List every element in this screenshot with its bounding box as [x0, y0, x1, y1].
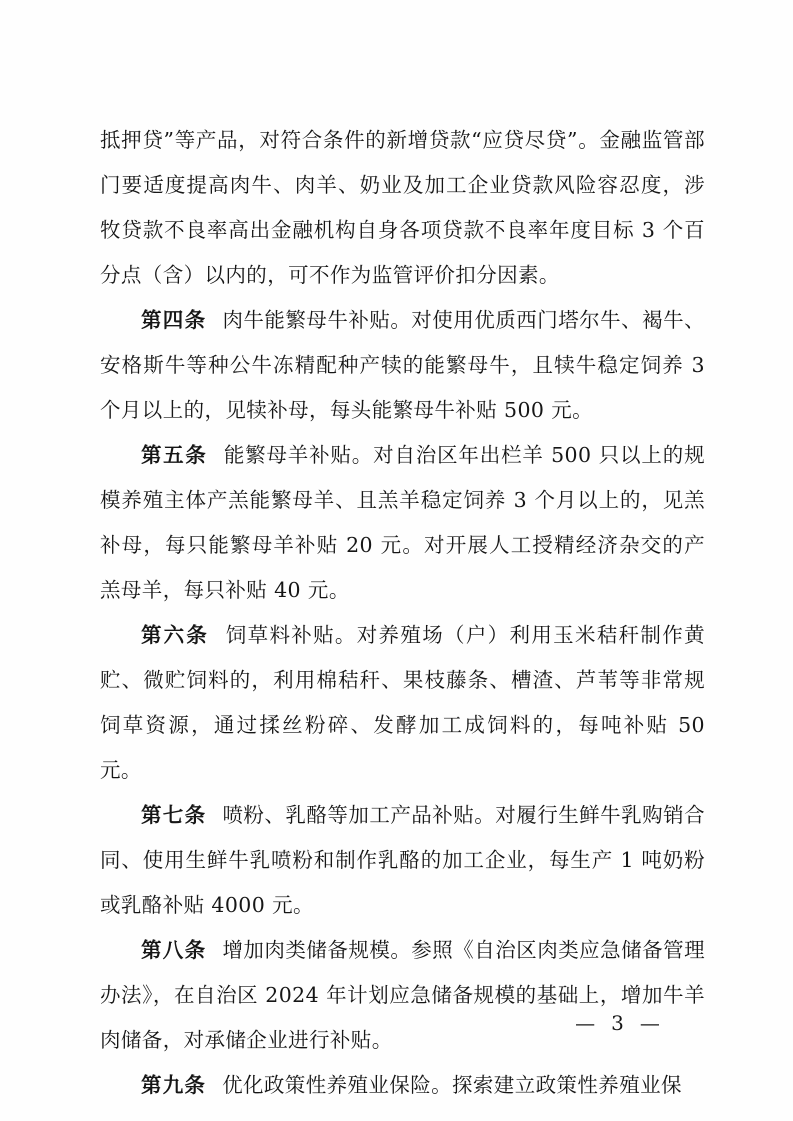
paragraph-text: 增加肉类储备规模。参照《自治区肉类应急储备管理办法》，在自治区 2024 年计划应急储备规模的基础上，增加牛羊肉储备，对承储企业进行补贴。 [100, 938, 705, 1052]
paragraph-article-4 [100, 298, 705, 433]
paragraph-article-9 [100, 1063, 705, 1108]
page-number-dash-right: — [639, 1011, 662, 1035]
paragraph-text: 优化政策性养殖业保险。探索建立政策性养殖业保 [222, 1073, 682, 1097]
paragraph-article-6 [100, 613, 705, 793]
article-label-5: 第五条 [141, 443, 208, 467]
article-label-7: 第七条 [141, 803, 207, 827]
document-body [100, 118, 705, 1108]
paragraph-text: 抵押贷”等产品，对符合条件的新增贷款“应贷尽贷”。金融监管部门要适度提高肉牛、肉羊、奶业及加工企业贷款风险容忍度，涉牧贷款不良率高出金融机构自身各项贷款不良率年度目标 3 个百分点（含）以内的，可不作为监管评价扣分因素。 [100, 128, 705, 287]
article-label-8: 第八条 [141, 938, 207, 962]
paragraph-text: 喷粉、乳酪等加工产品补贴。对履行生鲜牛乳购销合同、使用生鲜牛乳喷粉和制作乳酪的加工企业，每生产 1 吨奶粉或乳酪补贴 4000 元。 [100, 803, 705, 917]
paragraph-continued [100, 118, 705, 298]
paragraph-text: 饲草料补贴。对养殖场（户）利用玉米秸秆制作黄贮、微贮饲料的，利用棉秸秆、果枝藤条、槽渣、芦苇等非常规饲草资源，通过揉丝粉碎、发酵加工成饲料的，每吨补贴 50 元。 [100, 623, 705, 782]
paragraph-text: 肉牛能繁母牛补贴。对使用优质西门塔尔牛、褐牛、安格斯牛等种公牛冻精配种产犊的能繁母牛，且犊牛稳定饲养 3 个月以上的，见犊补母，每头能繁母牛补贴 500 元。 [100, 308, 705, 422]
paragraph-text: 能繁母羊补贴。对自治区年出栏羊 500 只以上的规模养殖主体产羔能繁母羊、且羔羊稳定饲养 3 个月以上的，见羔补母，每只能繁母羊补贴 20 元。对开展人工授精经济杂交的产羔母羊，每只补贴 40 元。 [100, 443, 705, 602]
article-label-6: 第六条 [141, 623, 209, 647]
page-number-dash-left: — [575, 1011, 598, 1035]
paragraph-article-8 [100, 928, 705, 1063]
article-label-4: 第四条 [141, 308, 207, 332]
paragraph-article-7 [100, 793, 705, 928]
page-number [0, 1011, 793, 1035]
paragraph-article-5 [100, 433, 705, 613]
page-number-inner [561, 1011, 676, 1035]
article-label-9: 第九条 [141, 1073, 207, 1097]
page-number-value: 3 [611, 1011, 626, 1035]
